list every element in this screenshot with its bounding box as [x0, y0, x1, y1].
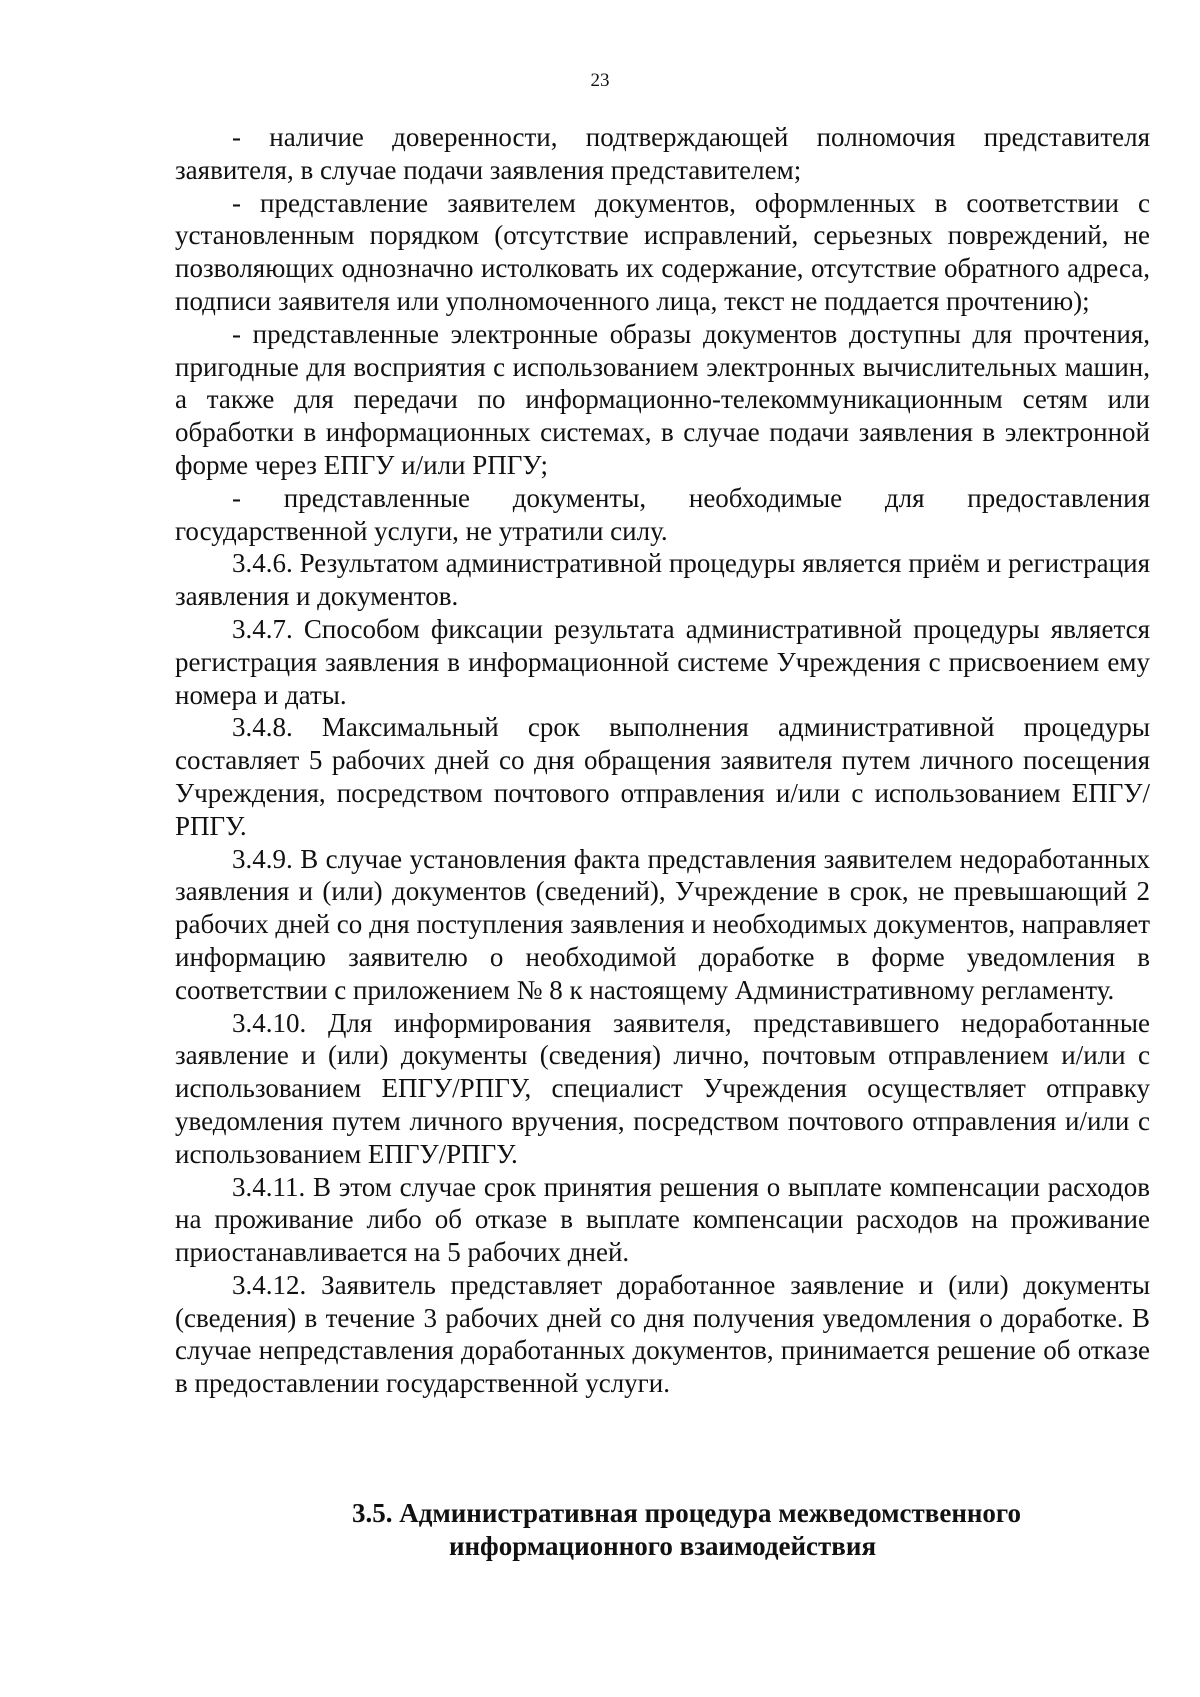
section-heading-line-2: информационного взаимодействия	[448, 1531, 877, 1561]
page-number: 23	[590, 70, 610, 91]
paragraph-documents-format: - представление заявителем документов, оформленных в соответствии с установленным порядком (отсутствие исправлений, серьезных повреждений, не позволяющих однозначно истолковать их содержание, отсутствие обратного адреса, подписи заявителя или уполномоченного лица, текст не поддается прочтению);	[175, 187, 1150, 316]
paragraph-3-4-11: 3.4.11. В этом случае срок принятия решения о выплате компенсации расходов на проживание либо об отказе в выплате компенсации расходов на проживание приостанавливается на 5 рабочих дней.	[175, 1171, 1150, 1268]
paragraph-3-4-10: 3.4.10. Для информирования заявителя, представившего недоработанные заявление и (или) документы (сведения) лично, почтовым отправлением и/или с использованием ЕПГУ/РПГУ, специалист Учреждения осуществляет отправку уведомления путем личного вручения, посредством почтового отправления и/или с использованием ЕПГУ/РПГУ.	[175, 1007, 1150, 1169]
body-text	[175, 121, 1150, 1400]
paragraph-3-4-12: 3.4.12. Заявитель представляет доработанное заявление и (или) документы (сведения) в течение 3 рабочих дней со дня получения уведомления о доработке. В случае непредставления доработанных документов, принимается решение об отказе в предоставлении государственной услуги.	[175, 1269, 1150, 1399]
paragraph-3-4-8: 3.4.8. Максимальный срок выполнения административной процедуры составляет 5 рабочих дней со дня обращения заявителя путем личного посещения Учреждения, посредством почтового отправления и/или с использованием ЕПГУ/РПГУ.	[175, 712, 1150, 841]
paragraph-electronic-images: - представленные электронные образы документов доступны для прочтения, пригодные для восприятия с использованием электронных вычислительных машин, а также для передачи по информационно-телекоммуникационным сетям или обработки в информационных системах, в случае подачи заявления в электронной форме через ЕПГУ и/или РПГУ;	[175, 318, 1150, 480]
paragraph-documents-valid: - представленные документы, необходимые для предоставления государственной услуги, не утратили силу.	[175, 482, 1150, 546]
section-heading	[175, 1497, 1150, 1563]
paragraph-3-4-7: 3.4.7. Способом фиксации результата административной процедуры является регистрация заявления в информационной системе Учреждения с присвоением ему номера и даты.	[175, 613, 1150, 710]
section-heading-line-1: 3.5. Административная процедура межведомственного	[351, 1498, 1022, 1528]
paragraph-3-4-9: 3.4.9. В случае установления факта представления заявителем недоработанных заявления и (или) документов (сведений), Учреждение в срок, не превышающий 2 рабочих дней со дня поступления заявления и необходимых документов, направляет информацию заявителю о необходимой доработке в форме уведомления в соответствии с приложением № 8 к настоящему Административному регламенту.	[175, 843, 1150, 1005]
paragraph-3-4-6: 3.4.6. Результатом административной процедуры является приём и регистрация заявления и документов.	[175, 548, 1150, 612]
paragraph-power-of-attorney: - наличие доверенности, подтверждающей полномочия представителя заявителя, в случае подачи заявления представителем;	[175, 122, 1150, 185]
